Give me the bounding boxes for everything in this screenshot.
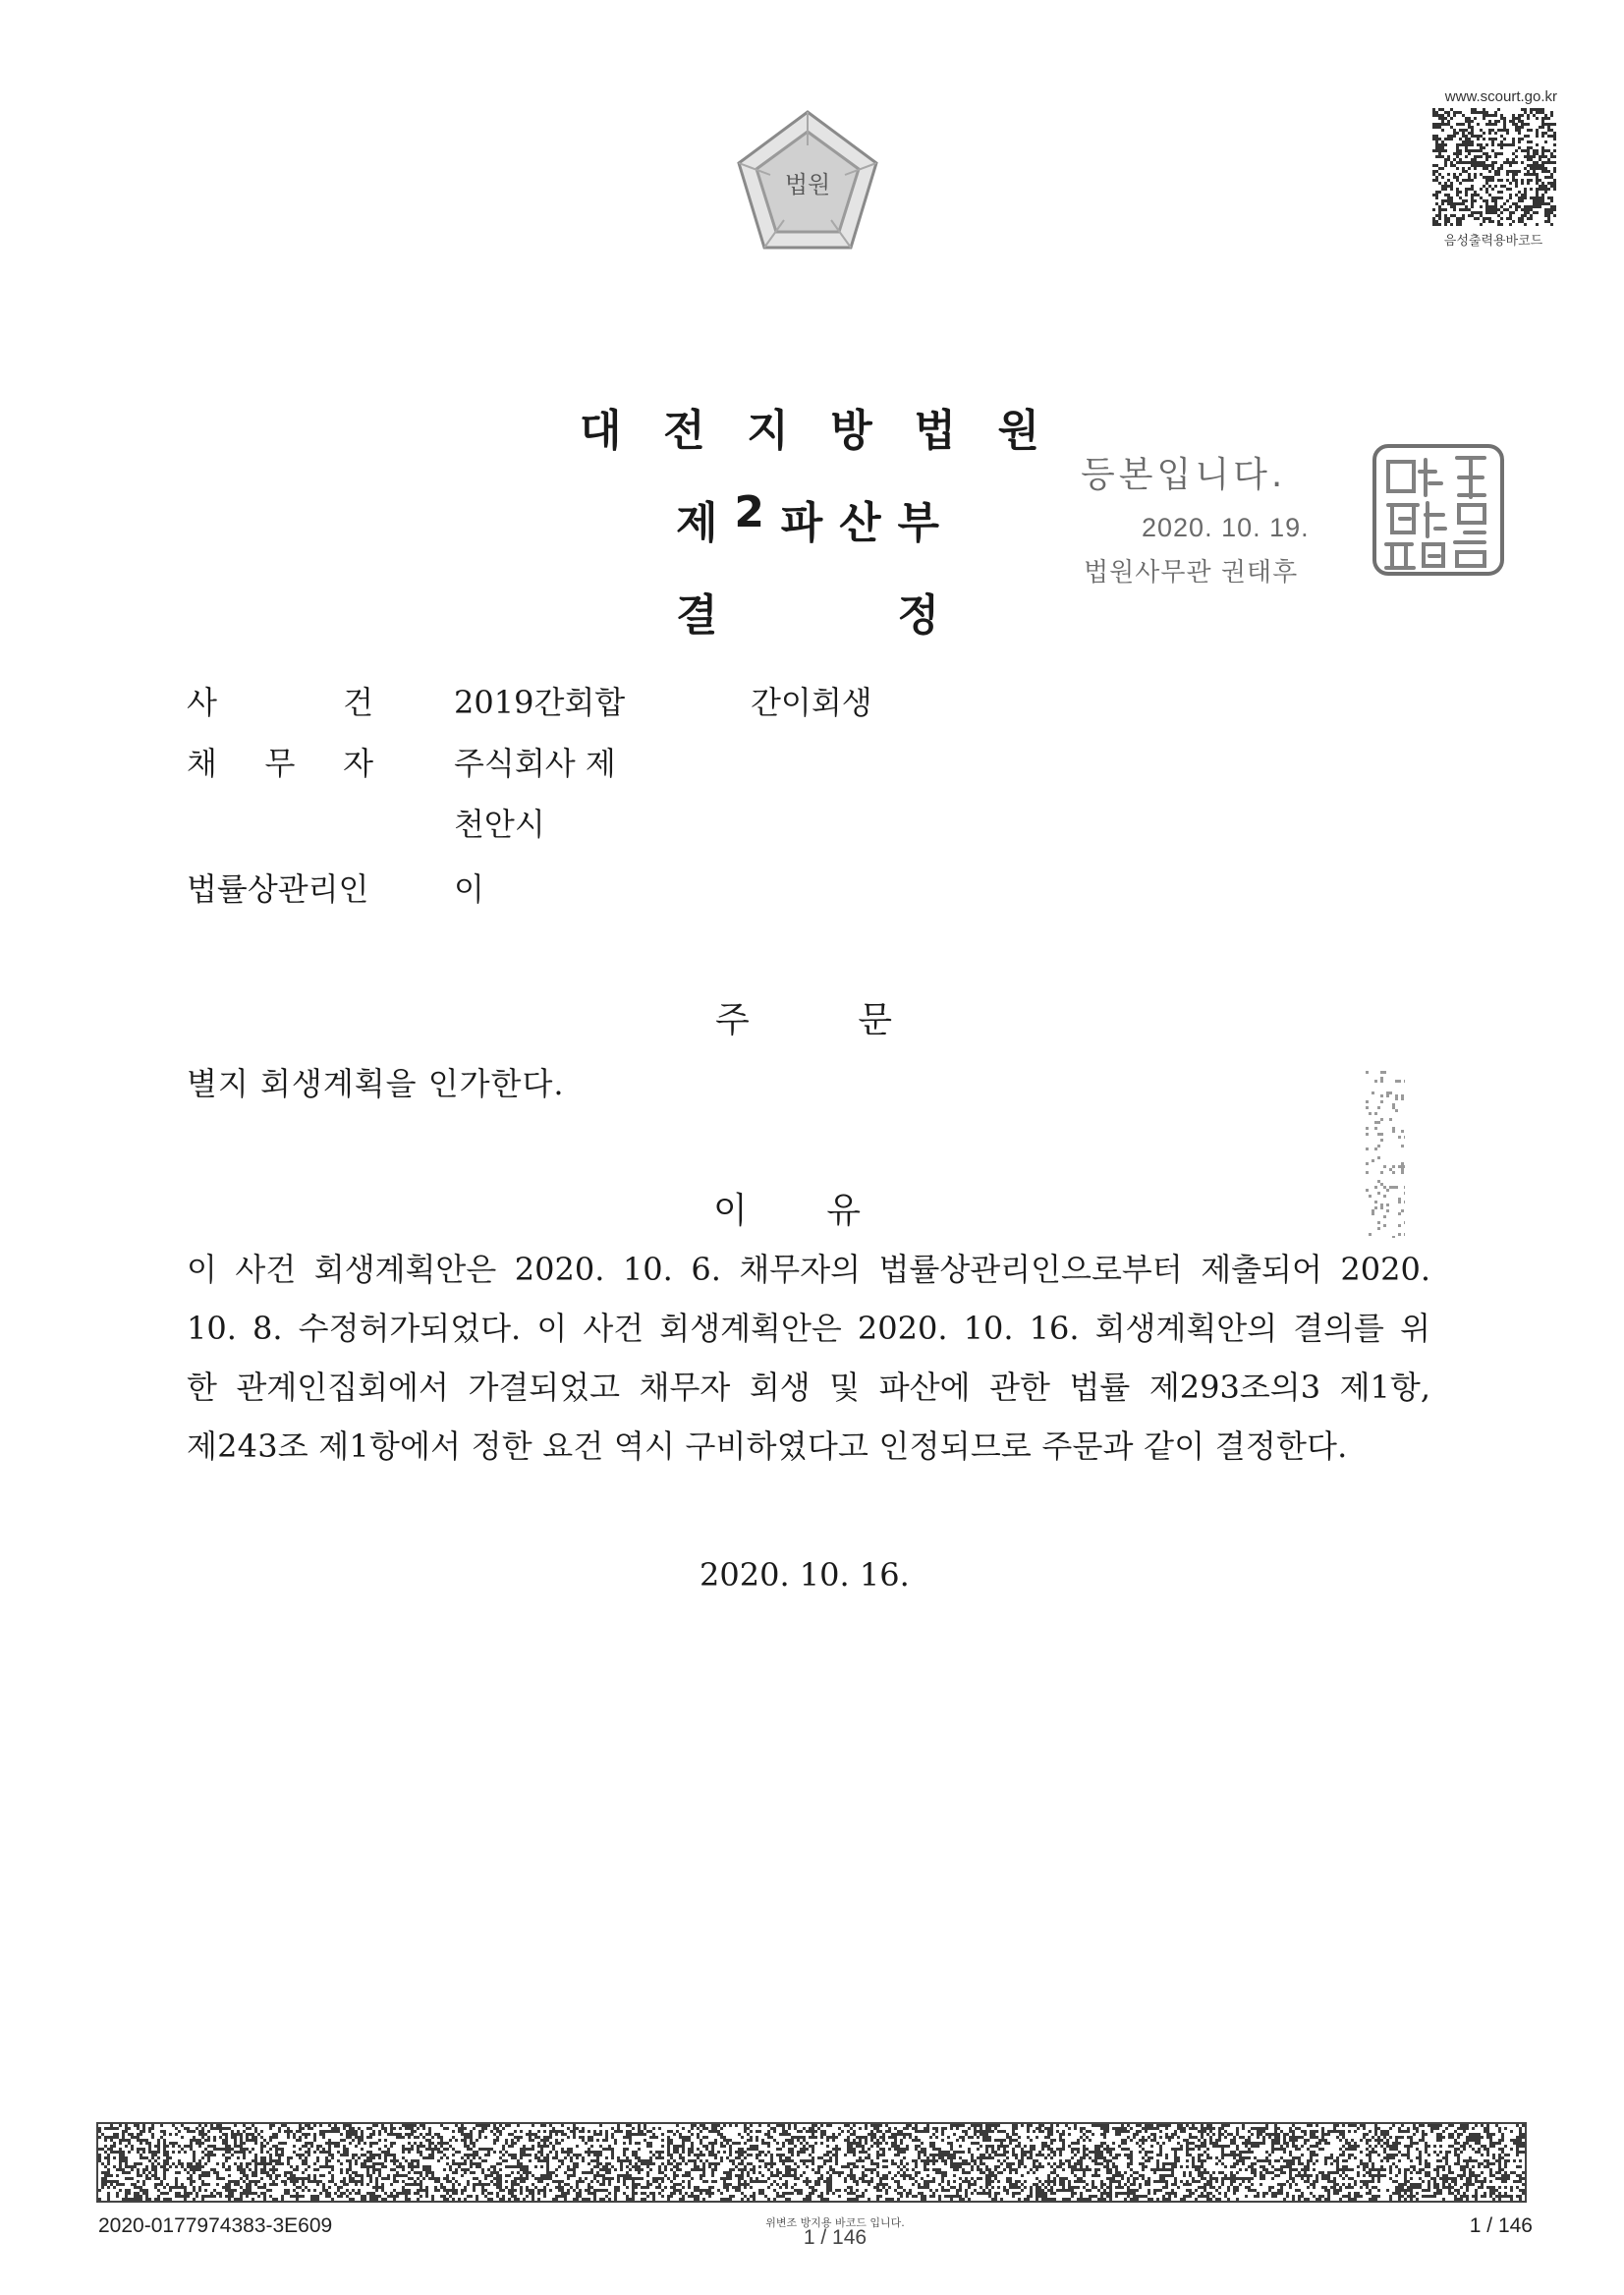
page-number: 1 / 146 <box>1469 2214 1533 2237</box>
emblem-text: 법원 <box>784 171 831 198</box>
court-name: 대 전 지 방 법 원 <box>580 406 1041 456</box>
court-url: www.scourt.go.kr <box>1444 88 1557 105</box>
document-number: 2020-0177974383-3E609 <box>98 2214 333 2237</box>
anti-forgery-barcode-icon <box>96 2122 1527 2203</box>
document-type: 결 정 <box>676 590 941 641</box>
debtor-label: 채 무 자 <box>187 745 373 782</box>
decision-date: 2020. 10. 16. <box>700 1556 910 1594</box>
voice-barcode-caption: 음성출력용바코드 <box>1443 234 1543 249</box>
anti-forgery-note: 위변조 방지용 바코드 입니다. <box>765 2216 905 2229</box>
reason-line: 이 사건 회생계획안은 2020. 10. 6. 채무자의 법률상관리인으로부터 제출되어 2020. <box>187 1251 1430 1288</box>
center-page-number: 1 / 146 <box>803 2226 868 2249</box>
order-text: 별지 회생계획을 인가한다. <box>187 1065 565 1102</box>
court-division: 제 2 파 산 부 <box>676 487 941 548</box>
manager-label: 법률상관리인 <box>187 870 369 908</box>
case-type: 간이회생 <box>751 684 872 721</box>
order-title: 주 문 <box>715 1000 892 1040</box>
manager-name: 이 <box>454 870 484 908</box>
certified-date: 2020. 10. 19. <box>1142 513 1310 542</box>
reason-line: 10. 8. 수정허가되었다. 이 사건 회생계획안은 2020. 10. 16. 회생계획안의 결의를 위 <box>187 1310 1430 1347</box>
debtor-address: 천안시 <box>454 806 545 843</box>
scan-smudge <box>1366 1071 1405 1238</box>
debtor-name: 주식회사 제 <box>454 745 616 782</box>
case-number: 2019간회합 <box>454 684 626 721</box>
reason-paragraph <box>187 1240 1430 1476</box>
certified-copy-label: 등본입니다. <box>1081 455 1287 495</box>
certified-clerk: 법원사무관 권태후 <box>1084 558 1299 588</box>
case-label: 사 건 <box>187 684 373 721</box>
reason-line: 제243조 제1항에서 정한 요건 역시 구비하였다고 인정되므로 주문과 같이 결정한다. <box>187 1427 1348 1465</box>
voice-output-barcode-icon <box>1432 108 1556 226</box>
reason-title: 이 유 <box>713 1191 861 1231</box>
reason-line: 한 관계인집회에서 가결되었고 채무자 회생 및 파산에 관한 법률 제293조의3 제1항, <box>187 1369 1430 1406</box>
court-seal-icon <box>1371 442 1506 578</box>
